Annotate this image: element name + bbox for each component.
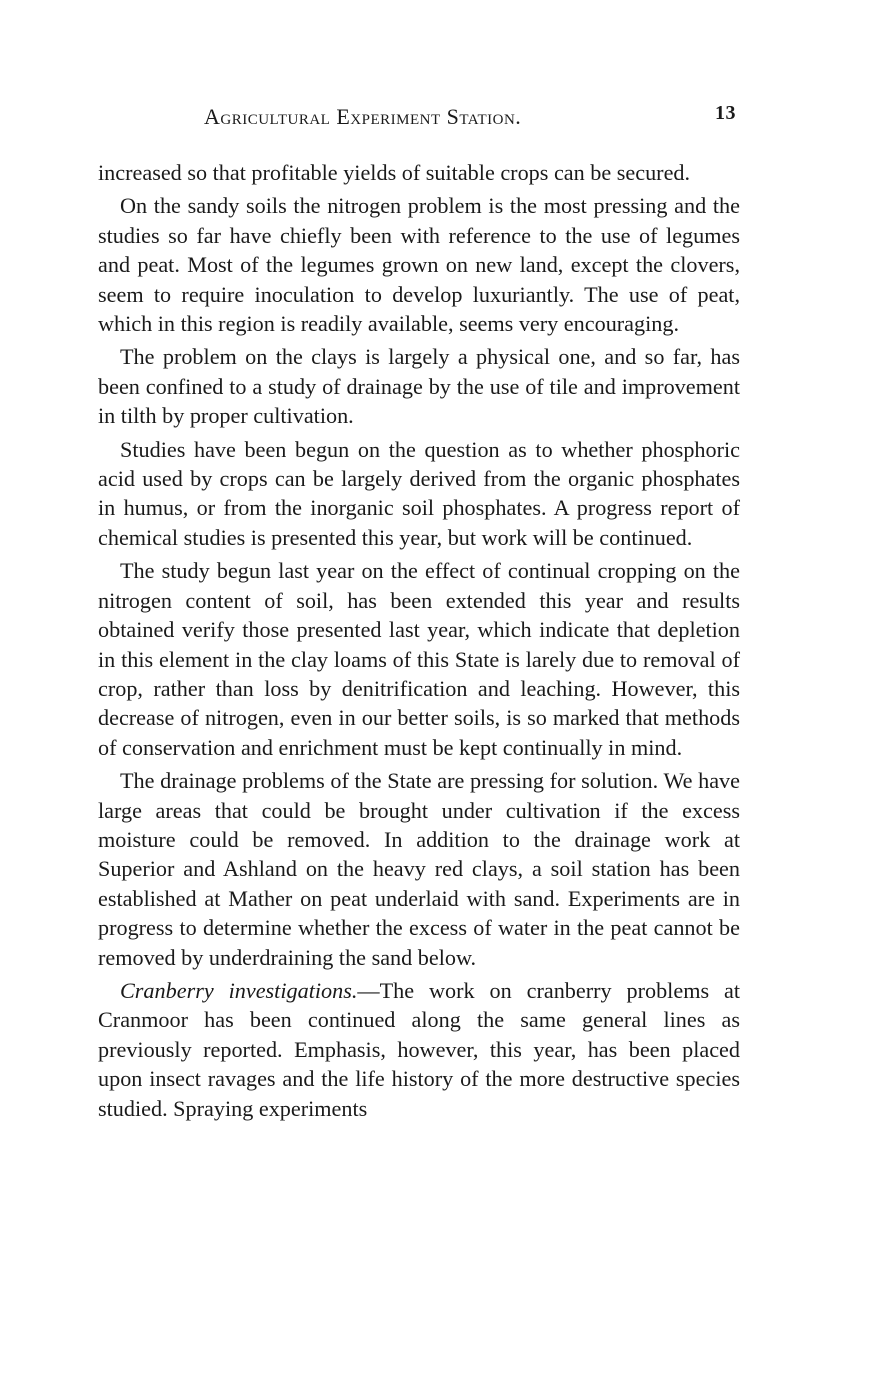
running-header (98, 100, 740, 136)
paragraph (98, 191, 740, 338)
paragraph-text: —The work on cranberry problems at Cranmoor has been continued along the same general lines as previously reported. Emphasis, however, this year, has been placed upon insect ravages and the life history of the more destructive species studied. Spraying experiments (98, 977, 741, 1121)
paragraph-text: Studies have been begun on the question as to whether phosphoric acid used by crops can be largely derived from the organic phosphates in humus, or from the inorganic soil phosphates. A progress report of chemical studies is presented this year, but work will be continued. (98, 436, 740, 550)
page (98, 100, 740, 1127)
running-title: Agricultural Experiment Station. (204, 104, 522, 129)
paragraph (98, 435, 740, 553)
body-text (98, 158, 740, 1123)
paragraph-text: The study begun last year on the effect of continual cropping on the nitrogen content of soil, has been extended this year and results obtained verify those presented last year, which indicate that depletion in this element in the clay loams of this State is larely due to removal of crop, rather than loss by denitrification and leaching. However, this decrease of nitrogen, even in our better soils, is so marked that methods of conservation and enrichment must be kept continually in mind. (98, 558, 740, 760)
section-lead: Cranberry investigations. (120, 977, 358, 1003)
paragraph-text: On the sandy soils the nitrogen problem is the most pressing and the studies so far have chiefly been with reference to the use of legumes and peat. Most of the legumes grown on new land, except the clovers, seem to require inoculation to develop luxuriantly. The use of peat, which in this region is readily available, seems very encouraging. (98, 193, 740, 337)
paragraph-text: The problem on the clays is largely a physical one, and so far, has been confined to a study of drainage by the use of tile and improvement in tilth by proper cultivation. (98, 344, 740, 429)
paragraph (98, 766, 740, 972)
paragraph (98, 556, 740, 762)
paragraph (98, 976, 740, 1123)
page-number: 13 (715, 102, 736, 124)
paragraph (98, 158, 740, 187)
paragraph-text: increased so that profitable yields of suitable crops can be secured. (98, 160, 691, 185)
paragraph (98, 342, 740, 430)
paragraph-text: The drainage problems of the State are pressing for solution. We have large areas that could be brought under cultivation if the excess moisture could be removed. In addition to the drainage work at Superior and Ashland on the heavy red clays, a soil station has been established at Mather on peat underlaid with sand. Experiments are in progress to determine whether the excess of water in the peat cannot be removed by underdraining the sand below. (98, 768, 740, 970)
